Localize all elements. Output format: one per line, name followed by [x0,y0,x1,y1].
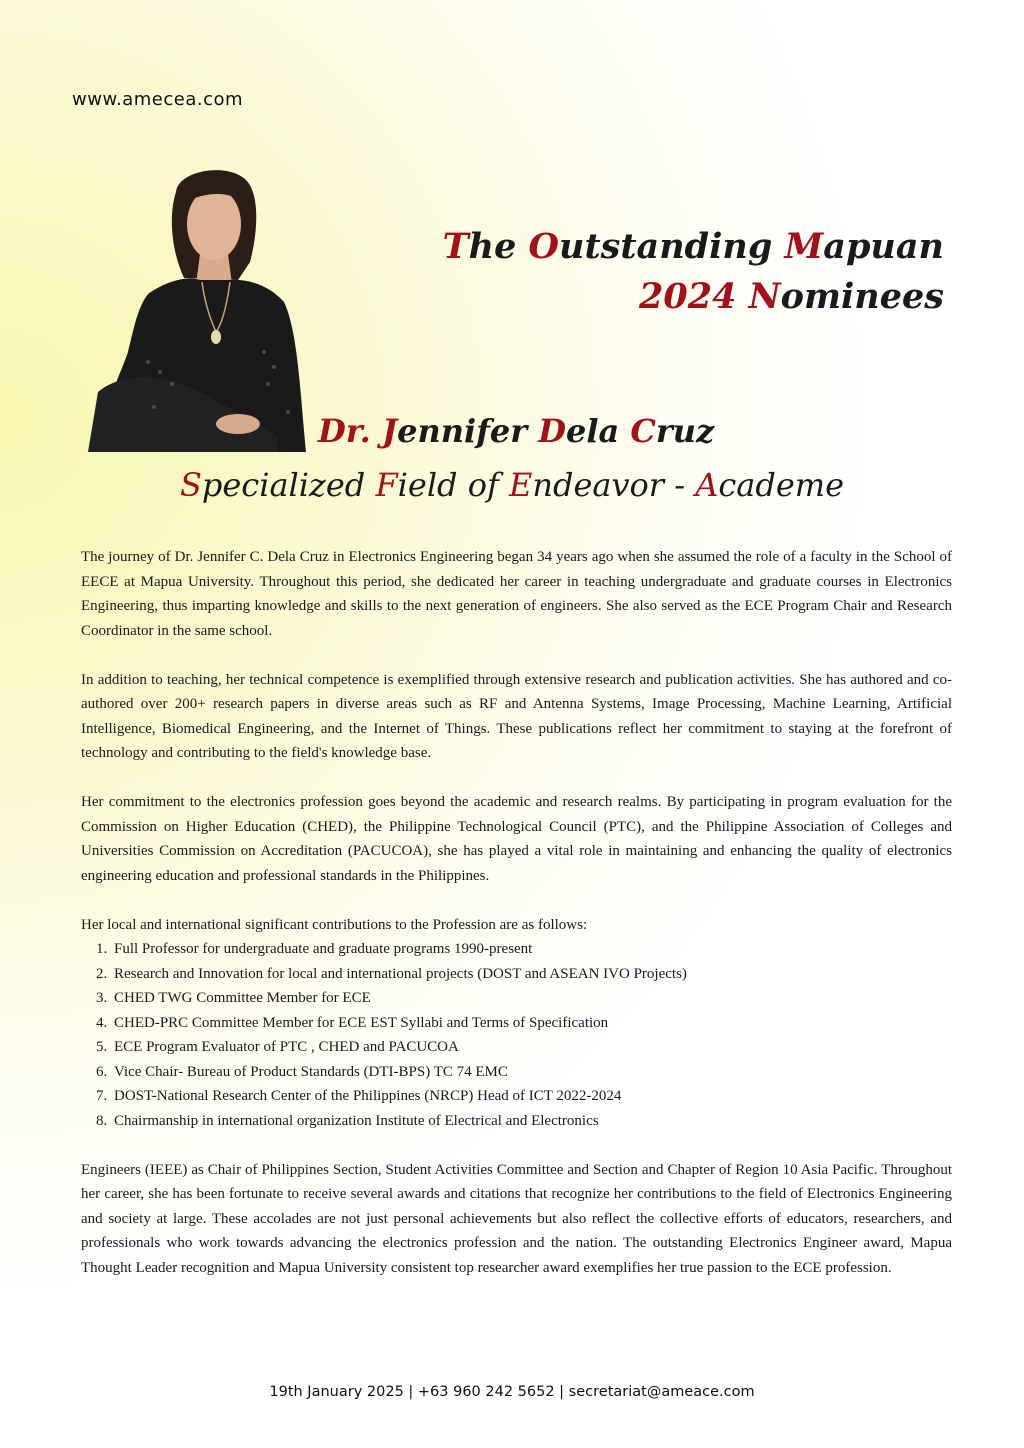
title-segment: ennifer [397,412,539,450]
list-item: 3. CHED TWG Committee Member for ECE [111,986,952,1011]
title-segment: utstanding [559,226,785,267]
contributions-intro: Her local and international significant contributions to the Profession are as follows: [81,916,588,933]
nominee-name [318,412,714,450]
title-segment: D [538,412,567,450]
title-line-1 [443,222,944,272]
title-segment: ruz [655,412,715,450]
title-segment: apuan [823,226,944,267]
site-url: www.amecea.com [72,89,244,110]
portrait-face [187,188,241,260]
list-item: 1. Full Professor for undergraduate and graduate programs 1990-present [111,937,952,962]
title-segment: cademe [718,466,845,504]
title-segment: F [375,466,398,504]
title-segment: Dr. [318,412,382,450]
title-segment: ominees [780,276,944,317]
bio-paragraph-4: Engineers (IEEE) as Chair of Philippines Section, Student Activities Committee and Section and Chapter of Region 10 Asia Pacific. Throughout her career, she has been fortunate to receive several awards and citations that recognize her contributions to the field of Electronics Engineering and society at large. These accolades are not just personal achievements but also reflect the collective efforts of educators, researchers, and professionals who work towards advancing the electronics profession and the nation. The outstanding Electronics Engineer award, Mapua Thought Leader recognition and Mapua University consistent top researcher award exemplifies her true passion to the ECE profession. [81,1161,952,1276]
title-segment: ndeavor - [532,466,696,504]
title-segment: E [508,466,533,504]
contributions-list [81,937,952,1133]
title-segment: M [784,226,824,267]
bio-paragraph-2: In addition to teaching, her technical competence is exemplified through extensive research and publication activities. She has authored and co-authored over 200+ research papers in diverse areas such as RF and Antenna Systems, Image Processing, Machine Learning, Artificial Intelligence, Biomedical Engineering, and the Internet of Things. These publications reflect her commitment to staying at the forefront of technology and contributing to the field's knowledge base. [81,671,952,761]
title-segment: T [442,226,469,267]
title-line-2 [443,272,944,322]
title-segment: pecialized [201,466,376,504]
bio-paragraph-1: The journey of Dr. Jennifer C. Dela Cruz in Electronics Engineering began 34 years ago when she assumed the role of a faculty in the School of EECE at Mapua University. Throughout this period, she dedicated her career in teaching undergraduate and graduate courses in Electronics Engineering, thus imparting knowledge and skills to the next generation of engineers. She also served as the ECE Program Chair and Research Coordinator in the same school. [81,549,952,639]
list-item: 7. DOST-National Research Center of the Philippines (NRCP) Head of ICT 2022-2024 [111,1084,952,1109]
title-segment: S [179,466,202,504]
list-item: 2. Research and Innovation for local and international projects (DOST and ASEAN IVO Projects) [111,962,952,987]
list-item: 8. Chairmanship in international organization Institute of Electrical and Electronics [111,1109,952,1134]
bio-paragraph-3: Her commitment to the electronics profession goes beyond the academic and research realms. By participating in program evaluation for the Commission on Higher Education (CHED), the Philippine Technological Council (PTC), and the Philippine Association of Colleges and Universities Commission on Accreditation (PACUCOA), she has played a vital role in maintaining and enhancing the quality of electronics engineering education and professional standards in the Philippines. [81,794,952,884]
title-segment: ield of [397,466,509,504]
title-segment: N [748,276,781,317]
list-item: 6. Vice Chair- Bureau of Product Standards (DTI-BPS) TC 74 EMC [111,1060,952,1085]
page-title [443,222,944,322]
title-segment: ela [566,412,631,450]
title-segment: A [695,466,719,504]
title-segment: he [468,226,529,267]
nominee-portrait [88,162,314,452]
bio-body [81,545,952,1305]
title-segment: J [381,412,398,450]
nominee-field [0,466,1024,504]
title-segment: C [630,412,656,450]
portrait-pendant [211,330,221,344]
list-item: 4. CHED-PRC Committee Member for ECE EST Syllabi and Terms of Specification [111,1011,952,1036]
title-segment: 2024 [639,276,749,317]
title-segment: O [528,226,560,267]
list-item: 5. ECE Program Evaluator of PTC , CHED and PACUCOA [111,1035,952,1060]
footer-contact: 19th January 2025 | +63 960 242 5652 | secretariat@ameace.com [269,1384,755,1400]
